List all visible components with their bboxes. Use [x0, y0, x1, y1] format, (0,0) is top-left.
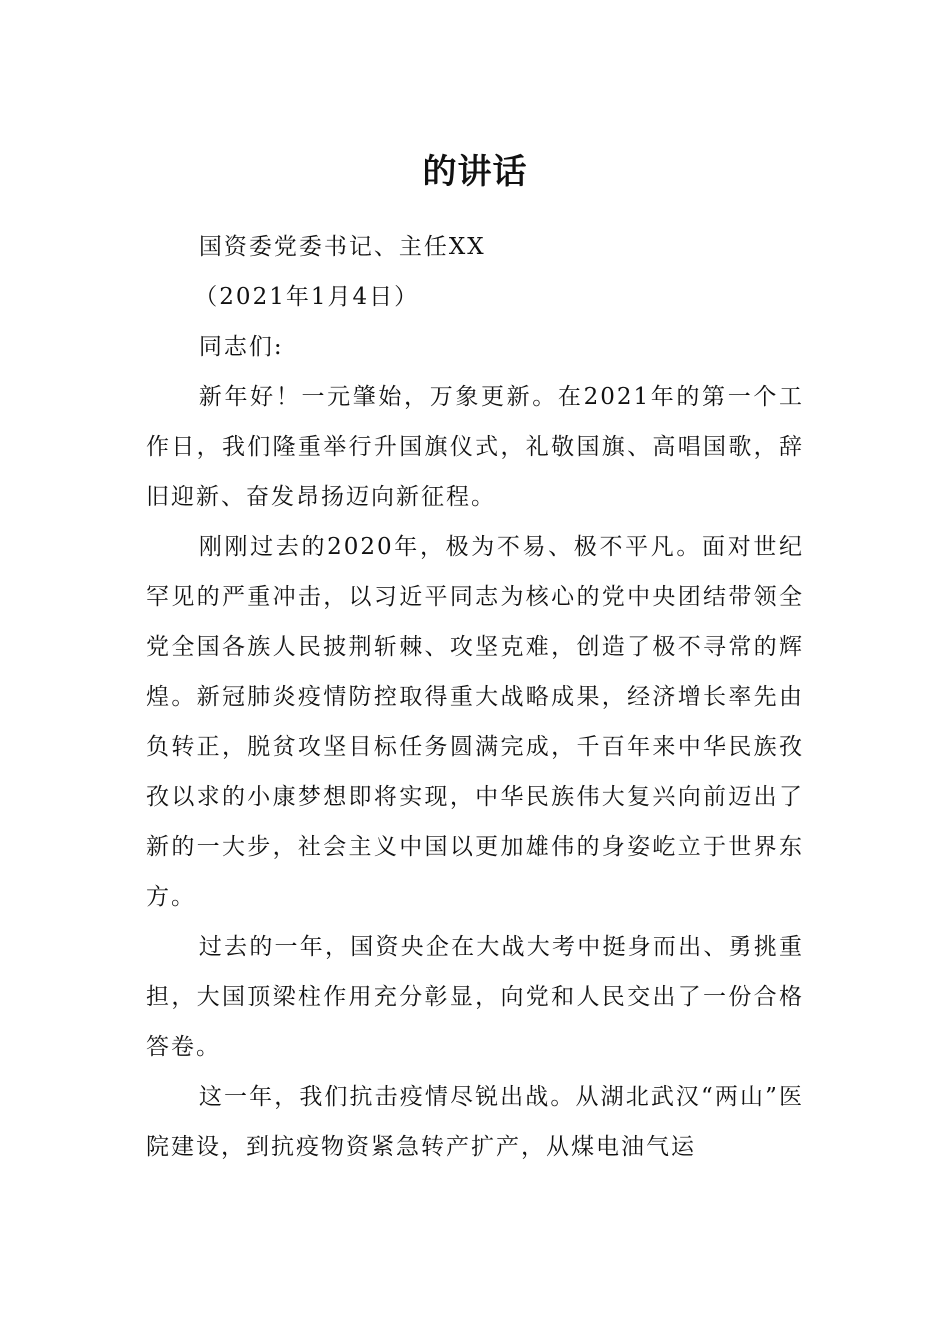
paragraph: 刚刚过去的2020年，极为不易、极不平凡。面对世纪罕见的严重冲击，以习近平同志为核心的党中央团结带领全党全国各族人民披荆斩棘、攻坚克难，创造了极不寻常的辉煌。新冠肺炎疫情防控取得重大战略成果，经济增长率先由负转正，脱贫攻坚目标任务圆满完成，千百年来中华民族孜孜以求的小康梦想即将实现，中华民族伟大复兴向前迈出了新的一大步，社会主义中国以更加雄伟的身姿屹立于世界东方。: [146, 534, 804, 910]
author-line: 国资委党委书记、主任XX: [198, 234, 486, 260]
paragraph: 过去的一年，国资央企在大战大考中挺身而出、勇挑重担，大国顶梁柱作用充分彰显，向党和人民交出了一份合格答卷。: [146, 934, 804, 1060]
paragraph: 新年好！一元肇始，万象更新。在2021年的第一个工作日，我们隆重举行升国旗仪式，礼敬国旗、高唱国歌，辞旧迎新、奋发昂扬迈向新征程。: [146, 384, 804, 510]
paragraph: 这一年，我们抗击疫情尽锐出战。从湖北武汉“两山”医院建设，到抗疫物资紧急转产扩产，从煤电油气运: [146, 1084, 804, 1160]
salutation: 同志们:: [198, 334, 284, 360]
date-line: （2021年1月4日）: [194, 284, 420, 310]
document-body: [146, 222, 804, 1172]
document-title: 的讲话: [422, 152, 528, 192]
